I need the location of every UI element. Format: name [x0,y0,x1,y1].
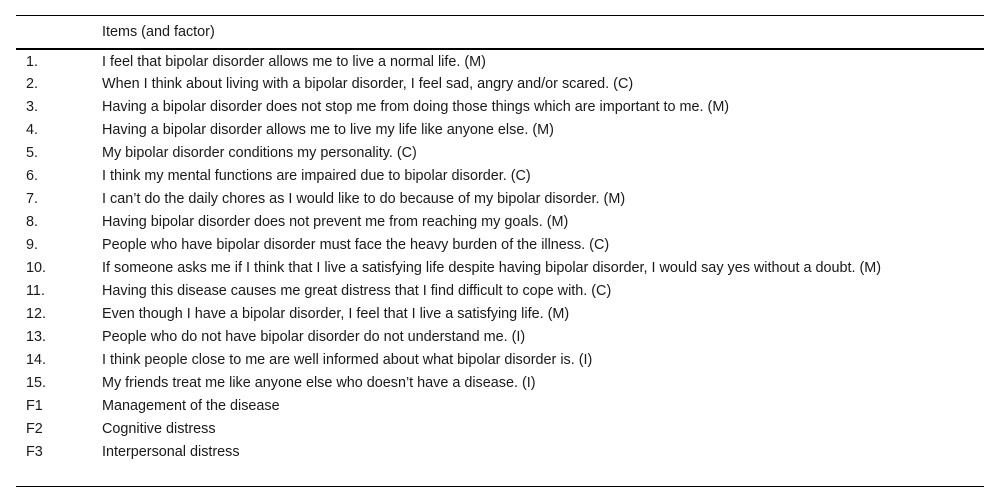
table-row [16,95,984,118]
row-number: 3. [26,98,39,115]
spacer-cell [16,463,984,486]
row-number: 12. [26,305,47,322]
table-row [16,164,984,187]
row-item-text: Cognitive distress [102,420,216,437]
row-item-text: Having a bipolar disorder allows me to live my life like anyone else. (M) [102,121,554,138]
row-number: 7. [26,190,39,207]
table-row [16,325,984,348]
row-item-text: I think people close to me are well informed about what bipolar disorder is. (I) [102,351,593,368]
row-item-text: Having a bipolar disorder does not stop me from doing those things which are important to me. (M) [102,98,730,115]
header-number [16,16,102,50]
row-number: 15. [26,374,47,391]
row-number: 2. [26,75,39,92]
row-number: 1. [26,54,39,70]
row-number: 13. [26,328,47,345]
row-item-text: People who have bipolar disorder must face the heavy burden of the illness. (C) [102,236,610,253]
header-row [16,16,984,50]
table-row [16,210,984,233]
table-row [16,440,984,463]
row-item-text: Interpersonal distress [102,443,240,460]
table-bottom-spacer [16,463,984,486]
row-item-text: If someone asks me if I think that I live a satisfying life despite having bipolar disorder, I would say yes without a doubt. (M) [102,259,882,276]
row-item-text: Having this disease causes me great distress that I find difficult to cope with. (C) [102,282,612,299]
row-number: 10. [26,259,47,276]
row-number: 8. [26,213,39,230]
items-table-container [16,15,984,487]
row-number: 5. [26,144,39,161]
row-item-text: My bipolar disorder conditions my personality. (C) [102,144,417,161]
table-header [16,16,984,50]
row-number: 11. [26,282,45,299]
table-row [16,302,984,325]
table-row [16,256,984,279]
row-item-text: I think my mental functions are impaired due to bipolar disorder. (C) [102,167,531,184]
table-row [16,118,984,141]
table-row [16,348,984,371]
row-number: 9. [26,236,39,253]
row-item-text: People who do not have bipolar disorder do not understand me. (I) [102,328,526,345]
row-item-text: Having bipolar disorder does not prevent me from reaching my goals. (M) [102,213,569,230]
row-item-text: I feel that bipolar disorder allows me to live a normal life. (M) [102,54,486,70]
table-row [16,72,984,95]
row-item-text: My friends treat me like anyone else who doesn’t have a disease. (I) [102,374,536,391]
row-number: F2 [26,420,43,437]
table-row [16,233,984,256]
table-row [16,417,984,440]
row-number: 6. [26,167,39,184]
row-item-text: When I think about living with a bipolar disorder, I feel sad, angry and/or scared. (C) [102,75,634,92]
row-number: F1 [26,397,43,414]
table-row [16,279,984,302]
table-row [16,371,984,394]
row-item-text: Management of the disease [102,397,280,414]
items-table [16,15,984,487]
header-items: Items (and factor) [102,24,215,40]
table-row [16,141,984,164]
row-item-text: I can’t do the daily chores as I would like to do because of my bipolar disorder. (M) [102,190,626,207]
table-row [16,49,984,72]
row-number: 14. [26,351,47,368]
table-body [16,49,984,486]
row-item-text: Even though I have a bipolar disorder, I feel that I live a satisfying life. (M) [102,305,570,322]
row-number: 4. [26,121,39,138]
table-row [16,187,984,210]
row-number: F3 [26,443,43,460]
table-row [16,394,984,417]
